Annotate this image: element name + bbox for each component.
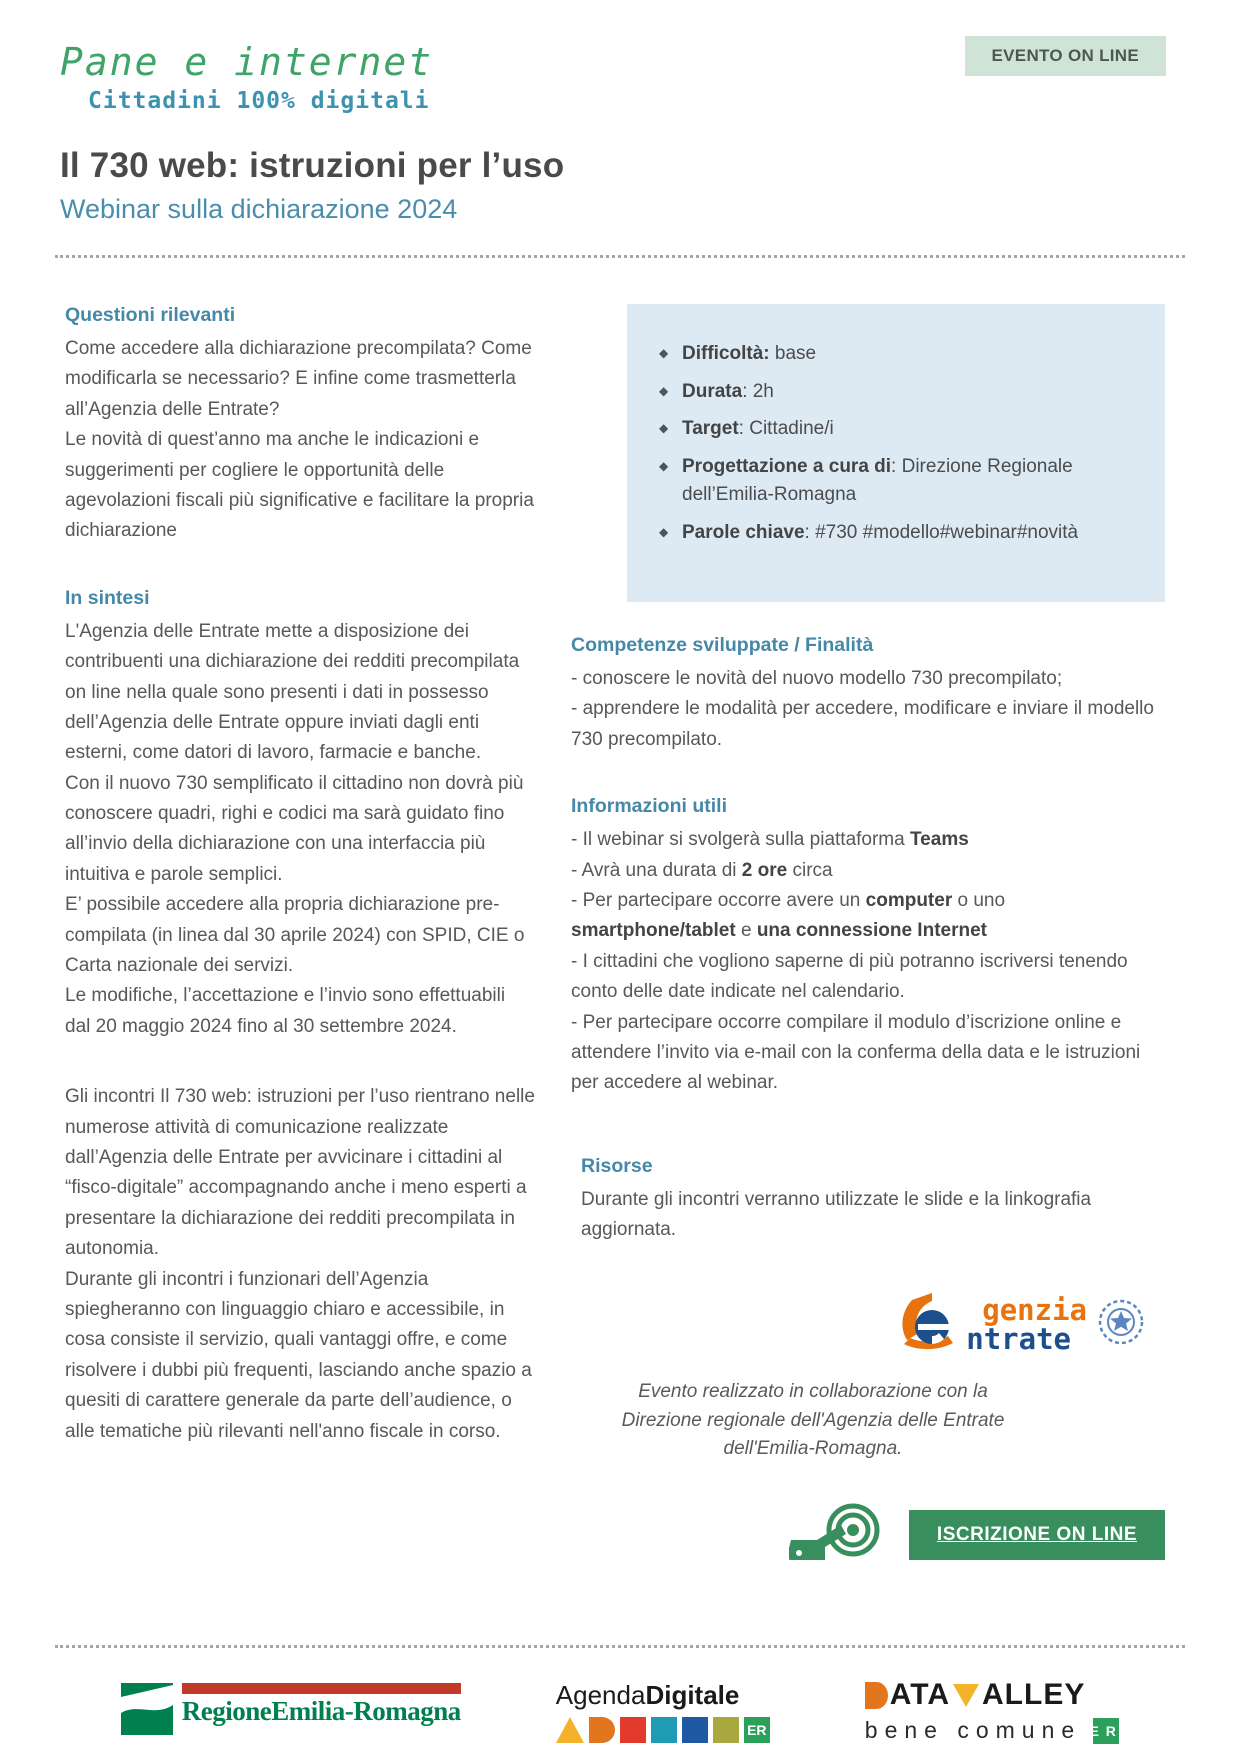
iscrizione-online-button[interactable]: ISCRIZIONE ON LINE	[909, 1510, 1165, 1560]
paragraph: L'Agenzia delle Entrate mette a disposizione dei contribuenti una dichiarazione dei redditi precompilata on line nella quale sono presenti i dati in possesso dell’Agenzia delle Entrate oppure inviati dagli enti esterni, come datori di lavoro, farmacie e banche.	[65, 620, 520, 764]
paragraph: - Per partecipare occorre compilare il modulo d’iscrizione online e attendere l’invito via e-mail con la conferma della data e le istruzioni per accedere al webinar.	[571, 1011, 1141, 1094]
blue-square-icon	[682, 1717, 708, 1743]
diamond-bullet-icon: ◆	[659, 421, 669, 435]
diamond-bullet-icon: ◆	[659, 346, 669, 360]
heading-questioni-rilevanti: Questioni rilevanti	[65, 304, 236, 326]
agenzia-entrate-wordmark: genzia ntrate	[966, 1292, 1087, 1356]
er-badge: ER	[744, 1717, 770, 1743]
yellow-v-triangle-icon	[953, 1684, 979, 1707]
orange-halfcircle-icon	[589, 1717, 615, 1743]
diamond-bullet-icon: ◆	[659, 458, 669, 473]
page-header	[0, 0, 1240, 225]
regione-red-bar	[182, 1683, 461, 1694]
paragraph: E’ possibile accedere alla propria dichiarazione pre-compilata (in linea dal 30 aprile 2024) con SPID, CIE o Carta nazionale dei servizi.	[65, 894, 525, 977]
heading-risorse: Risorse	[581, 1154, 653, 1177]
agenda-digitale-logo	[556, 1680, 770, 1743]
data-valley-tagline: bene comune ER	[864, 1717, 1123, 1743]
paragraph: - Avrà una durata di 2 ore circa	[571, 859, 833, 881]
paragraph: Le novità di quest’anno ma anche le indicazioni e suggerimenti per cogliere le opportunità delle agevolazioni fiscali più significative e facilitare la propria dichiarazione	[65, 429, 534, 542]
main-content	[0, 258, 1240, 1569]
info-item-parole-chiave: ◆ Parole chiave: #730 #modello#webinar#novità	[659, 521, 1079, 543]
info-item-difficolta: ◆ Difficoltà: base	[659, 343, 817, 364]
click-target-icon	[789, 1502, 881, 1569]
brand-tagline: Cittadini 100% digitali	[88, 88, 430, 114]
paragraph: - apprendere le modalità per accedere, modificare e inviare il modello 730 precompilato.	[571, 698, 1154, 750]
italy-emblem-icon	[1097, 1298, 1145, 1351]
regione-emblem-icon	[121, 1683, 173, 1740]
info-item-progettazione: ◆ Progettazione a cura di: Direzione Regionale dell’Emilia-Romagna	[659, 455, 1073, 505]
heading-in-sintesi: In sintesi	[65, 586, 150, 609]
brand-logo: Pane e internet	[60, 40, 434, 84]
diamond-bullet-icon: ◆	[659, 383, 669, 398]
agenda-digitale-shapes	[556, 1717, 770, 1743]
red-square-icon	[620, 1717, 646, 1743]
page-subtitle: Webinar sulla dichiarazione 2024	[60, 194, 458, 224]
diamond-bullet-icon: ◆	[659, 524, 669, 539]
dotted-separator-bottom	[55, 1645, 1185, 1648]
paragraph: - Il webinar si svolgerà sulla piattaforma Teams	[571, 829, 969, 851]
heading-informazioni: Informazioni utili	[571, 795, 727, 818]
footer-logos	[0, 1678, 1240, 1744]
paragraph: Durante gli incontri verranno utilizzate le slide e la linkografia aggiornata.	[581, 1188, 1092, 1241]
olive-square-icon	[713, 1717, 739, 1743]
agenzia-entrate-row	[571, 1293, 1165, 1356]
paragraph: Le modifiche, l’accettazione e l’invio sono effettuabili dal 20 maggio 2024 fino al 30 settembre 2024.	[65, 985, 506, 1037]
agenzia-entrate-logo	[898, 1293, 1145, 1356]
heading-competenze: Competenze sviluppate / Finalità	[571, 634, 874, 656]
page-title: Il 730 web: istruzioni per l’uso	[60, 146, 565, 185]
section-competenze	[571, 634, 1165, 755]
orange-d-icon	[865, 1682, 888, 1709]
collaboration-note: Evento realizzato in collaborazione con la Direzione regionale dell'Agenzia delle Entrate dell'Emilia-Romagna.	[621, 1381, 1005, 1460]
cta-row	[571, 1502, 1165, 1569]
regione-emilia-romagna-logo	[121, 1683, 461, 1740]
paragraph: Come accedere alla dichiarazione precompilata? Come modificarla se necessario? E infine come trasmetterla all’Agenzia delle Entrate?	[65, 338, 532, 420]
paragraph: - I cittadini che vogliono saperne di più potranno iscriversi tenendo conto delle date indicate nel calendario.	[571, 950, 1128, 1003]
right-column	[571, 304, 1165, 1569]
info-item-target: ◆ Target: Cittadine/i	[659, 418, 834, 439]
info-item-durata: ◆ Durata: 2h	[659, 380, 774, 402]
yellow-triangle-icon	[556, 1717, 584, 1743]
data-valley-logo	[864, 1678, 1123, 1744]
agenda-digitale-wordmark: AgendaDigitale	[555, 1679, 740, 1710]
regione-wordmark: RegioneEmilia-Romagna	[182, 1683, 461, 1727]
section-risorse	[581, 1155, 1165, 1246]
paragraph: Durante gli incontri i funzionari dell’Agenzia spiegheranno con linguaggio chiaro e accessibile, in cosa consiste il servizio, quali vantaggi offre, e come risolvere i dubbi più frequenti, lasciando anche spazio a quesiti di carattere generale da parte dell’audience, o alle tematiche più rilevanti nell'anno fiscale in corso.	[65, 1268, 532, 1442]
teal-square-icon	[651, 1717, 677, 1743]
paragraph: - Per partecipare occorre avere un computer o uno smartphone/tablet e una connessione Internet	[571, 889, 1006, 942]
paragraph: - conoscere le novità del nuovo modello 730 precompilato;	[571, 668, 1063, 689]
event-online-badge: EVENTO ON LINE	[965, 36, 1166, 76]
agenzia-entrate-mark-icon	[898, 1293, 962, 1356]
left-column	[65, 304, 535, 1569]
section-informazioni	[571, 795, 1165, 1099]
paragraph: Gli incontri Il 730 web: istruzioni per l’uso rientrano nelle numerose attività di comunicazione realizzate dall’Agenzia delle Entrate per avvicinare i cittadini al “fisco-digitale” accompagnando anche i meno esperti a presentare la dichiarazione dei redditi precompilata in autonomia.	[65, 1086, 535, 1260]
er-badge: ER	[1093, 1718, 1119, 1744]
course-info-box	[627, 304, 1165, 602]
data-valley-wordmark: ATA ALLEY	[865, 1678, 1119, 1712]
paragraph: Con il nuovo 730 semplificato il cittadino non dovrà più conoscere quadri, righi e codici ma sarà guidato fino all’invio della dichiarazione con una interfaccia più intuitiva e parole semplici.	[65, 772, 524, 885]
course-info-list	[657, 340, 1139, 547]
